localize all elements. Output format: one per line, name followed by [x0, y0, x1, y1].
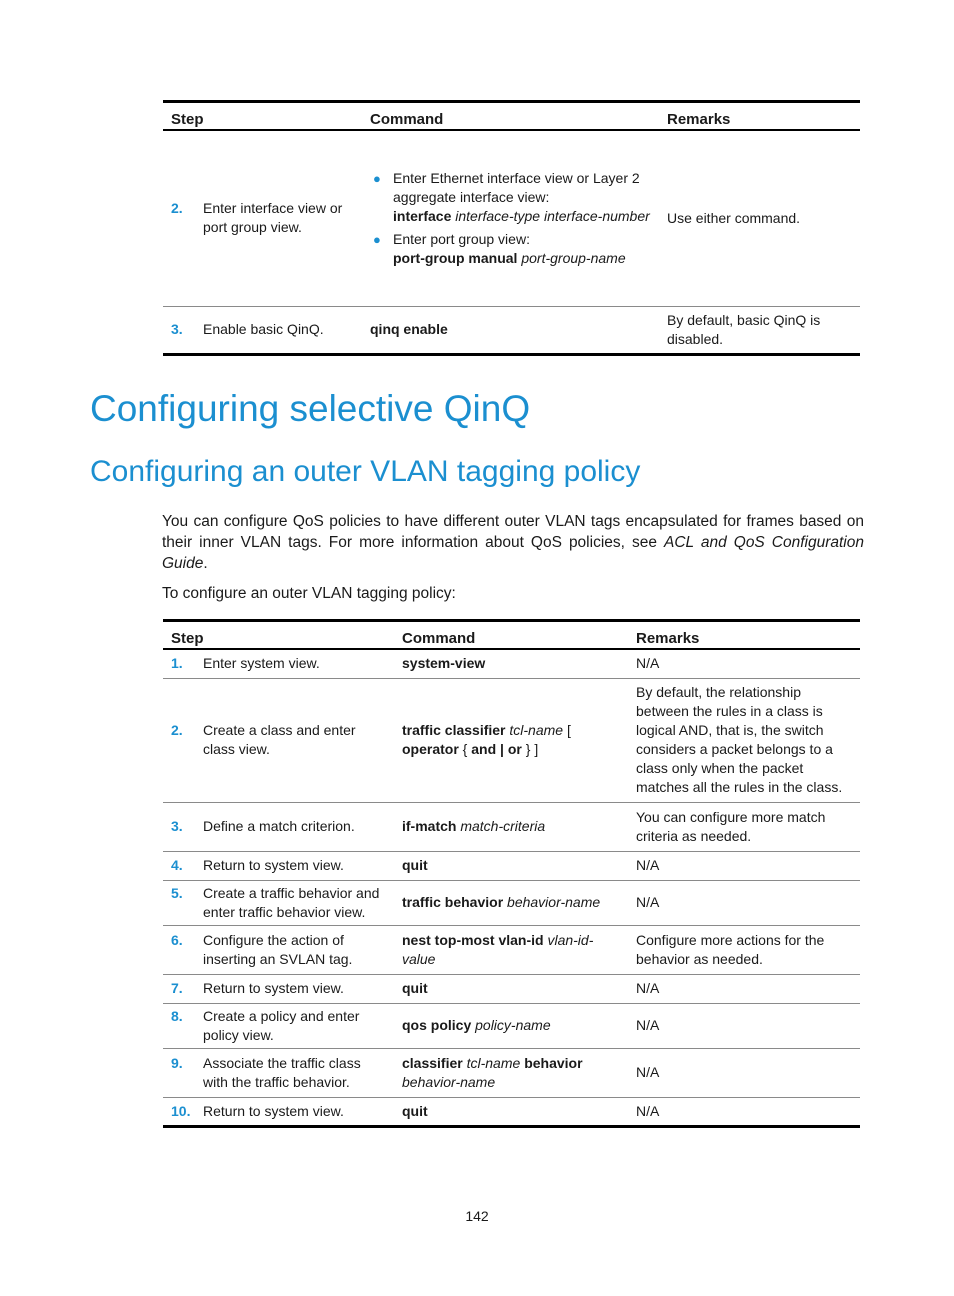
step-number: 8.: [171, 1007, 183, 1024]
remarks-cell: You can configure more match criteria as needed.: [636, 808, 826, 844]
command-argument: behavior-name: [507, 894, 601, 910]
step-description: Create a class and enter class view.: [203, 722, 356, 757]
command-keyword: system-view: [402, 655, 486, 672]
list-item: ● Enter port group view: port-group manual port-group-name: [373, 230, 626, 266]
header-remarks: Remarks: [667, 111, 731, 128]
subsection-heading: Configuring an outer VLAN tagging policy: [90, 455, 641, 488]
step-number: 4.: [171, 857, 183, 873]
header-command: Command: [370, 111, 444, 128]
step-number: 3.: [171, 321, 183, 337]
remarks-cell: By default, the relationship between the rules in a class is logical AND, that is, the switch considers a packet belongs to a class only when the packet matches all the rules in the class.: [636, 684, 843, 795]
command-keyword: nest top-most vlan-id: [402, 931, 544, 948]
header-remarks: Remarks: [636, 630, 700, 647]
command-keyword: qos policy: [402, 1017, 472, 1033]
header-command: Command: [402, 630, 476, 647]
outer-vlan-policy-steps-table: [163, 619, 860, 1128]
step-number: 5.: [171, 884, 183, 901]
command-argument: policy-name: [475, 1017, 551, 1033]
step-description: Enter system view.: [203, 655, 320, 672]
table-row: [163, 649, 860, 678]
step-number: 10.: [171, 1102, 191, 1119]
header-step: Step: [171, 630, 204, 647]
step-description: Associate the traffic class with the traffic behavior.: [203, 1054, 361, 1090]
step-description: Define a match criterion.: [203, 818, 355, 834]
step-description: Enable basic QinQ.: [203, 321, 324, 337]
step-number: 1.: [171, 655, 183, 672]
remarks-cell: N/A: [636, 655, 660, 672]
table-row: [163, 974, 860, 1003]
command-keyword: port-group manual: [393, 249, 518, 266]
command-keyword: traffic behavior: [402, 894, 504, 910]
command-keyword: classifier: [402, 1054, 463, 1071]
table-row: [163, 306, 860, 354]
step-number: 6.: [171, 931, 183, 948]
table-header-row: [163, 621, 860, 650]
step-description: Enter interface view or port group view.: [203, 200, 343, 236]
step-description: Configure the action of inserting an SVLAN tag.: [203, 931, 353, 967]
remarks-cell: N/A: [636, 1064, 660, 1080]
remarks-cell: By default, basic QinQ is disabled.: [667, 311, 821, 347]
basic-qinq-steps-table: [163, 100, 860, 356]
remarks-cell: N/A: [636, 1017, 660, 1033]
step-description: Create a policy and enter policy view.: [203, 1007, 360, 1043]
intro-paragraph: You can configure QoS policies to have different outer VLAN tags encapsulated for frames based on their inner VLAN tags. For more information about QoS policies, see ACL and QoS Configuration Guide.: [162, 513, 864, 572]
guide-reference: ACL and QoS Configuration Guide: [162, 534, 864, 572]
command-argument: port-group-name: [521, 249, 626, 266]
remarks-cell: Use either command.: [667, 209, 801, 226]
table-row: [163, 880, 860, 925]
command-argument: behavior-name: [402, 1073, 496, 1090]
step-number: 2.: [171, 200, 183, 217]
section-heading: Configuring selective QinQ: [90, 388, 531, 429]
command-options-list: [370, 169, 651, 268]
step-description: Return to system view.: [203, 857, 344, 873]
step-description: Return to system view.: [203, 1102, 344, 1119]
table-row: [163, 851, 860, 880]
header-step: Step: [171, 111, 204, 128]
table-intro: To configure an outer VLAN tagging policy:: [162, 585, 456, 602]
remarks-cell: Configure more actions for the behavior as needed.: [636, 931, 825, 967]
command-keyword: quit: [402, 980, 428, 996]
table-row: 2. Create a class and enter class view. traffic classifier tcl-name [ operator { and | or } ] By default, the relationship between the rules in a class is logical AND, that is, the switch considers a packet belongs to a class only when the packet matches all the rules in the class.: [163, 678, 860, 802]
remarks-cell: N/A: [636, 1102, 660, 1119]
step-number: 3.: [171, 818, 183, 834]
table-row: [163, 1048, 860, 1097]
command-argument: vlan-id-value: [402, 931, 594, 967]
remarks-cell: N/A: [636, 857, 660, 873]
step-number: 2.: [171, 722, 183, 738]
bullet-icon: ●: [373, 170, 381, 186]
step-number: 7.: [171, 980, 183, 996]
bullet-icon: ●: [373, 231, 381, 247]
remarks-cell: N/A: [636, 894, 660, 910]
remarks-cell: N/A: [636, 980, 660, 996]
step-description: Return to system view.: [203, 980, 344, 996]
command-argument: tcl-name: [466, 1054, 521, 1071]
command-keyword: behavior: [524, 1054, 583, 1071]
command-keyword: if-match: [402, 818, 457, 834]
table-row: [163, 925, 860, 974]
command-keyword: traffic classifier: [402, 722, 506, 738]
table-row: [163, 1097, 860, 1126]
step-description: Create a traffic behavior and enter traffic behavior view.: [203, 884, 380, 920]
list-item: ● Enter Ethernet interface view or Layer 2 aggregate interface view: interface interface-type interface-number: [373, 169, 650, 224]
table-row: [163, 1003, 860, 1048]
table-row: [163, 802, 860, 851]
command-keyword: qinq enable: [370, 321, 448, 337]
command-argument: interface-type interface-number: [455, 207, 650, 224]
command-argument: match-criteria: [460, 818, 546, 834]
command-keyword: quit: [402, 857, 428, 873]
table-header-row: [163, 102, 860, 131]
page-number: 142: [465, 1208, 489, 1224]
step-number: 9.: [171, 1054, 183, 1071]
command-argument: tcl-name: [509, 722, 564, 738]
table-row: [163, 130, 860, 306]
command-keyword: quit: [402, 1102, 428, 1119]
command-keyword: interface: [393, 207, 452, 224]
